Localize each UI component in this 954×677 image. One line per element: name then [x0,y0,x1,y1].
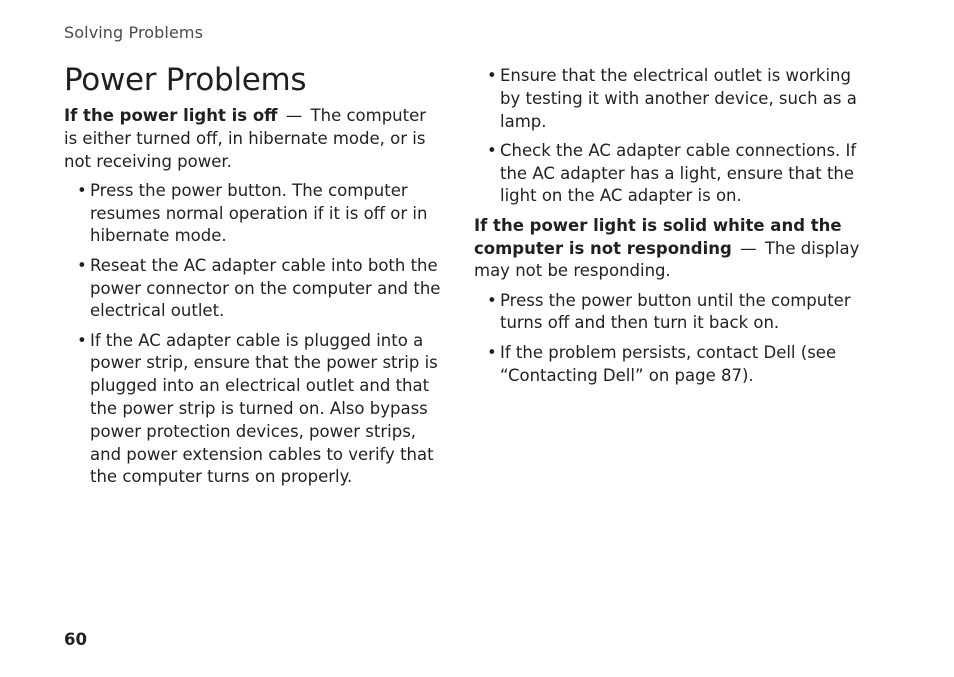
list-item [64,255,444,323]
not-responding-steps-list [474,290,864,388]
bullet-icon: • [487,140,497,160]
list-item [64,180,444,248]
list-item-text: Check the AC adapter cable connections. If the AC adapter has a light, ensure that the light on the AC adapter is on. [500,140,857,206]
list-item [474,65,864,133]
list-item [474,342,864,388]
em-dash: — [285,106,303,125]
list-item-text: If the AC adapter cable is plugged into a power strip, ensure that the power strip is plugged into an electrical outlet and that the power strip is turned on. Also bypass power protection devices, power strips, and power extension cables to verify that the computer turns on properly. [90,330,438,487]
left-column [64,105,444,496]
list-item-text: If the problem persists, contact Dell (see “Contacting Dell” on page 87). [500,342,837,385]
bullet-icon: • [77,180,87,200]
list-item [64,330,444,490]
list-item-text: Press the power button until the computer turns off and then turn it back on. [500,290,851,333]
list-item-text: Press the power button. The computer resumes normal operation if it is off or in hibernate mode. [90,180,428,246]
power-light-off-paragraph [64,105,444,173]
solid-white-text: The display may not be responding. [474,238,860,281]
list-item [474,140,864,208]
solid-white-lead: If the power light is solid white and the computer is not responding [474,215,842,258]
bullet-icon: • [77,255,87,275]
bullet-icon: • [487,342,497,362]
bullet-icon: • [487,290,497,310]
bullet-icon: • [77,330,87,350]
solid-white-paragraph [474,215,864,283]
power-light-off-text: The computer is either turned off, in hibernate mode, or is not receiving power. [64,106,427,171]
page-title: Power Problems [64,62,307,98]
section-header: Solving Problems [64,23,204,42]
power-light-off-lead: If the power light is off [64,106,278,125]
right-column [474,65,864,394]
power-off-steps-continued-list [474,65,864,208]
list-item-text: Ensure that the electrical outlet is working by testing it with another device, such as a lamp. [500,66,857,131]
list-item [474,290,864,336]
em-dash: — [740,238,757,258]
bullet-icon: • [487,66,497,85]
list-item-text: Reseat the AC adapter cable into both the power connector on the computer and the electrical outlet. [90,255,441,321]
power-off-steps-list [64,180,444,489]
page-number: 60 [64,630,87,649]
